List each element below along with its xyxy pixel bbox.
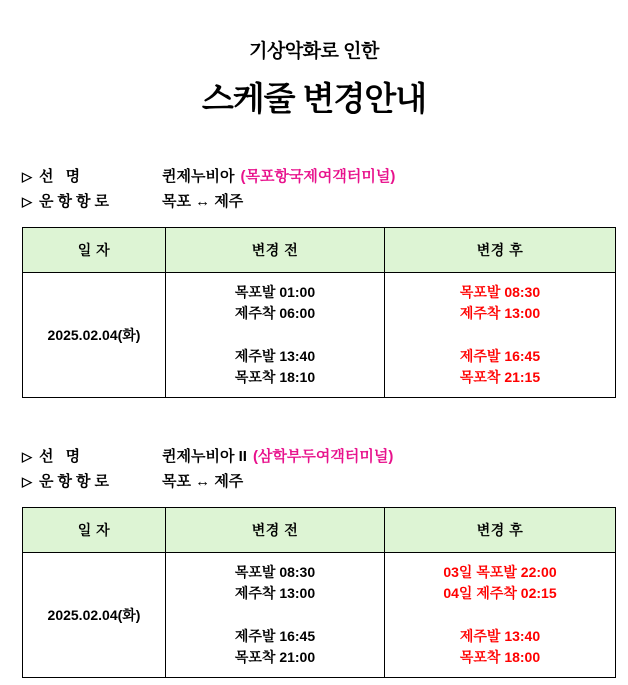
ship-name-value-2 bbox=[162, 444, 393, 469]
column-header-before: 변경 전 bbox=[166, 508, 385, 553]
table-row bbox=[23, 273, 616, 398]
before-arrive-1: 제주착 06:00 bbox=[234, 305, 316, 321]
route-value-1: 목포 ↔ 제주 bbox=[162, 193, 244, 210]
before-block-1 bbox=[167, 282, 383, 324]
after-depart-1: 03일 목포발 22:00 bbox=[443, 564, 557, 580]
ship-name-text-2: 퀸제누비아 II bbox=[162, 448, 247, 465]
triangle-right-icon: ▷ bbox=[22, 449, 32, 464]
ship-name-text-1: 퀸제누비아 bbox=[162, 168, 235, 185]
before-arrive-2: 목포착 21:00 bbox=[234, 649, 316, 665]
cell-after bbox=[385, 553, 616, 678]
table-header-row bbox=[23, 508, 616, 553]
ship-name-row-2 bbox=[22, 444, 606, 469]
ship-name-value-1 bbox=[162, 164, 395, 189]
route-value-2: 목포 ↔ 제주 bbox=[162, 473, 244, 490]
cell-before bbox=[166, 273, 385, 398]
after-block-1 bbox=[386, 282, 614, 324]
cell-after bbox=[385, 273, 616, 398]
table-header-row bbox=[23, 228, 616, 273]
triangle-right-icon: ▷ bbox=[22, 194, 32, 209]
ship-name-row-1 bbox=[22, 164, 606, 189]
before-depart-2: 제주발 16:45 bbox=[234, 628, 316, 644]
after-depart-2: 제주발 16:45 bbox=[459, 348, 541, 364]
column-header-date: 일 자 bbox=[23, 508, 166, 553]
schedule-section-1 bbox=[22, 164, 606, 398]
terminal-text-2: (삼학부두여객터미널) bbox=[252, 448, 394, 465]
before-depart-2: 제주발 13:40 bbox=[234, 348, 316, 364]
cell-before bbox=[166, 553, 385, 678]
before-arrive-2: 목포착 18:10 bbox=[234, 369, 316, 385]
before-arrive-1: 제주착 13:00 bbox=[234, 585, 316, 601]
after-depart-1: 목포발 08:30 bbox=[459, 284, 541, 300]
column-header-after: 변경 후 bbox=[385, 228, 616, 273]
route-label-2: ▷ 운항항로 bbox=[22, 469, 162, 494]
column-header-before: 변경 전 bbox=[166, 228, 385, 273]
cell-date: 2025.02.04(화) bbox=[23, 273, 166, 398]
triangle-right-icon: ▷ bbox=[22, 474, 32, 489]
table-row bbox=[23, 553, 616, 678]
schedule-table-2 bbox=[22, 507, 616, 678]
ship-name-label-1: ▷ 선 명 bbox=[22, 164, 162, 189]
after-depart-2: 제주발 13:40 bbox=[459, 628, 541, 644]
after-arrive-2: 목포착 21:15 bbox=[459, 369, 541, 385]
after-block-2 bbox=[386, 346, 614, 388]
ship-name-label-2: ▷ 선 명 bbox=[22, 444, 162, 469]
after-arrive-2: 목포착 18:00 bbox=[459, 649, 541, 665]
before-block-1 bbox=[167, 562, 383, 604]
route-row-2 bbox=[22, 469, 606, 494]
schedule-table-1 bbox=[22, 227, 616, 398]
cell-date: 2025.02.04(화) bbox=[23, 553, 166, 678]
column-header-after: 변경 후 bbox=[385, 508, 616, 553]
after-arrive-1: 제주착 13:00 bbox=[459, 305, 541, 321]
before-depart-1: 목포발 08:30 bbox=[234, 564, 316, 580]
before-block-2 bbox=[167, 626, 383, 668]
after-block-1 bbox=[386, 562, 614, 604]
after-arrive-1: 04일 제주착 02:15 bbox=[443, 585, 557, 601]
before-depart-1: 목포발 01:00 bbox=[234, 284, 316, 300]
route-row-1 bbox=[22, 189, 606, 214]
terminal-text-1: (목포항국제여객터미널) bbox=[240, 168, 396, 185]
column-header-date: 일 자 bbox=[23, 228, 166, 273]
after-block-2 bbox=[386, 626, 614, 668]
notice-subtitle: 기상악화로 인한 bbox=[249, 41, 379, 62]
route-label-1: ▷ 운항항로 bbox=[22, 189, 162, 214]
schedule-section-2 bbox=[22, 444, 606, 678]
before-block-2 bbox=[167, 346, 383, 388]
page-title: 스케줄 변경안내 bbox=[201, 80, 427, 117]
page-header bbox=[0, 0, 628, 120]
triangle-right-icon: ▷ bbox=[22, 169, 32, 184]
